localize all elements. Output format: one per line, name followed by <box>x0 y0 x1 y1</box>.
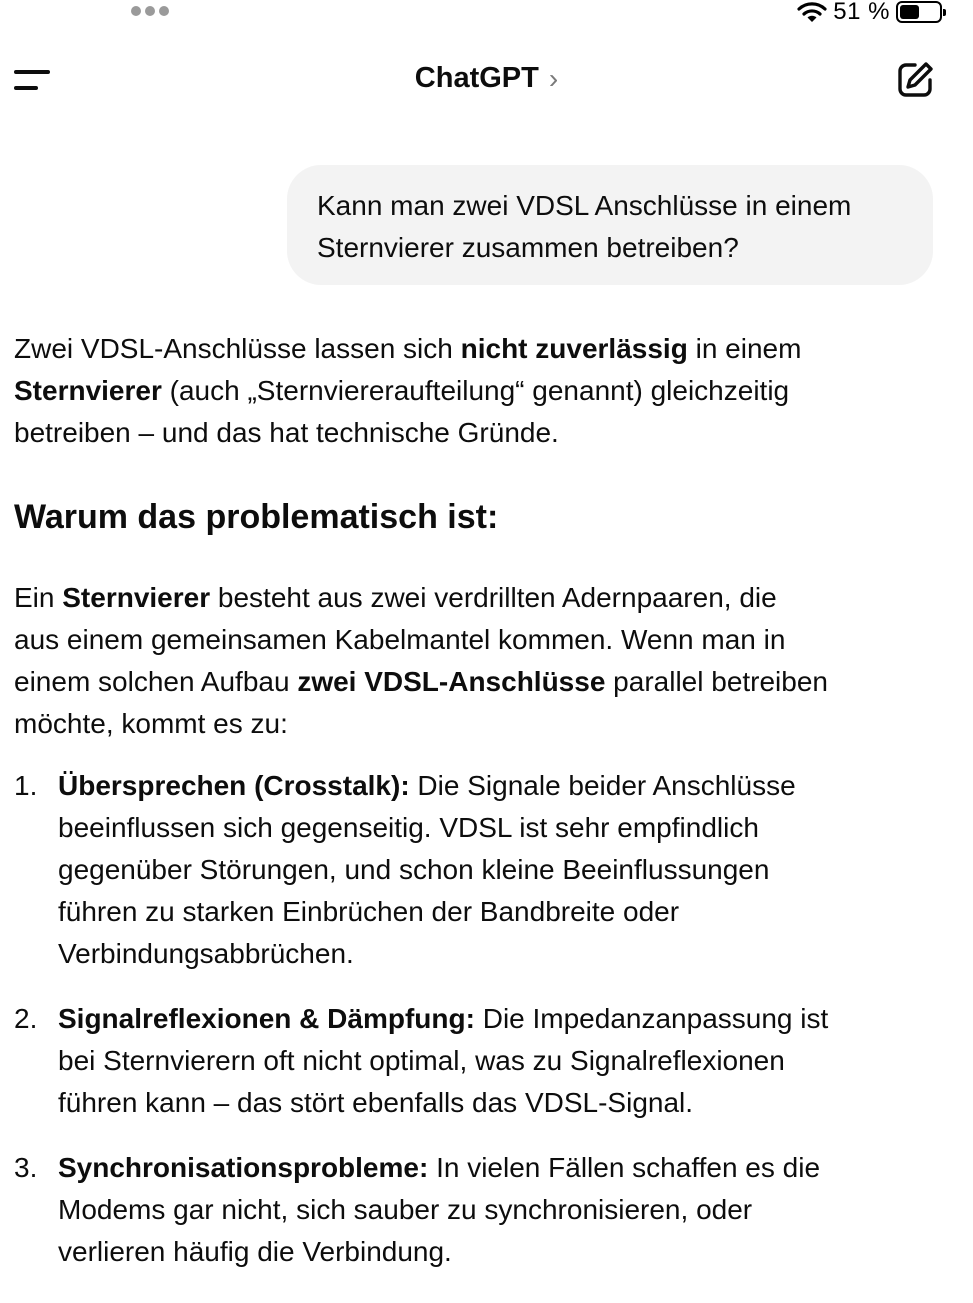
bold-text: Sternvierer <box>62 582 211 613</box>
text-line: Modems gar nicht, sich sauber zu synchronisieren, oder <box>58 1194 753 1225</box>
text-line: führen zu starken Einbrüchen der Bandbreite oder <box>58 896 680 927</box>
list-item-title: Synchronisationsprobleme: <box>58 1152 429 1183</box>
assistant-message <box>14 328 914 1296</box>
numbered-list <box>14 765 914 1273</box>
text-line: möchte, kommt es zu: <box>14 708 288 739</box>
list-item-title: Übersprechen (Crosstalk): <box>58 770 410 801</box>
text-line: beeinflussen sich gegenseitig. VDSL ist sehr empfindlich <box>58 812 759 843</box>
text-span: Die Impedanzanpassung ist <box>474 1003 829 1034</box>
bold-text: nicht zuverlässig <box>460 333 688 364</box>
text-line: aus einem gemeinsamen Kabelmantel kommen. Wenn man in <box>14 624 786 655</box>
list-item <box>14 1147 914 1273</box>
list-item <box>14 998 914 1124</box>
battery-percentage: 51 % <box>833 0 890 25</box>
text-span: in einem <box>687 333 802 364</box>
model-selector[interactable] <box>0 62 973 95</box>
text-span: Zwei VDSL-Anschlüsse lassen sich <box>14 333 461 364</box>
chevron-right-icon: › <box>548 62 559 94</box>
text-span: einem solchen Aufbau <box>14 666 298 697</box>
wifi-icon <box>797 1 827 23</box>
section-heading: Warum das problematisch ist: <box>14 498 499 536</box>
user-message-line: Sternvierer zusammen betreiben? <box>317 232 739 263</box>
bold-text: Sternvierer <box>14 375 162 406</box>
app-title: ChatGPT <box>414 62 539 94</box>
list-item-text <box>58 998 914 1124</box>
chat-header <box>0 50 973 110</box>
text-span: In vielen Fällen schaffen es die <box>428 1152 821 1183</box>
user-message-bubble <box>287 165 933 285</box>
battery-level-fill <box>900 5 919 19</box>
text-line: gegenüber Störungen, und schon kleine Beeinflussungen <box>58 854 770 885</box>
bold-text: zwei VDSL-Anschlüsse <box>297 666 606 697</box>
text-line: Verbindungsabbrüchen. <box>58 938 354 969</box>
text-span: Die Signale beider Anschlüsse <box>409 770 796 801</box>
list-item-text <box>58 765 914 975</box>
new-chat-icon[interactable] <box>895 60 935 100</box>
explanation-paragraph <box>14 577 914 745</box>
list-item-title: Signalreflexionen & Dämpfung: <box>58 1003 475 1034</box>
multitasking-dots-icon[interactable] <box>131 6 169 16</box>
text-line: betreiben – und das hat technische Gründe. <box>14 417 559 448</box>
text-span: (auch „Sternviereraufteilung“ genannt) gleichzeitig <box>161 375 790 406</box>
battery-icon <box>896 1 942 23</box>
status-bar <box>0 0 973 24</box>
text-span: besteht aus zwei verdrillten Adernpaaren, die <box>210 582 777 613</box>
list-number: 3. <box>14 1152 38 1183</box>
battery-cap <box>943 9 946 16</box>
list-item <box>14 765 914 975</box>
status-indicators <box>797 0 942 24</box>
text-line: führen kann – das stört ebenfalls das VDSL-Signal. <box>58 1087 694 1118</box>
list-number: 1. <box>14 770 38 801</box>
list-item-text <box>58 1147 914 1273</box>
user-message-line: Kann man zwei VDSL Anschlüsse in einem <box>317 190 852 221</box>
intro-paragraph <box>14 328 914 454</box>
text-span: Ein <box>14 582 63 613</box>
list-number: 2. <box>14 1003 38 1034</box>
text-line: verlieren häufig die Verbindung. <box>58 1236 452 1267</box>
text-line: bei Sternvierern oft nicht optimal, was zu Signalreflexionen <box>58 1045 785 1076</box>
text-span: parallel betreiben <box>605 666 828 697</box>
